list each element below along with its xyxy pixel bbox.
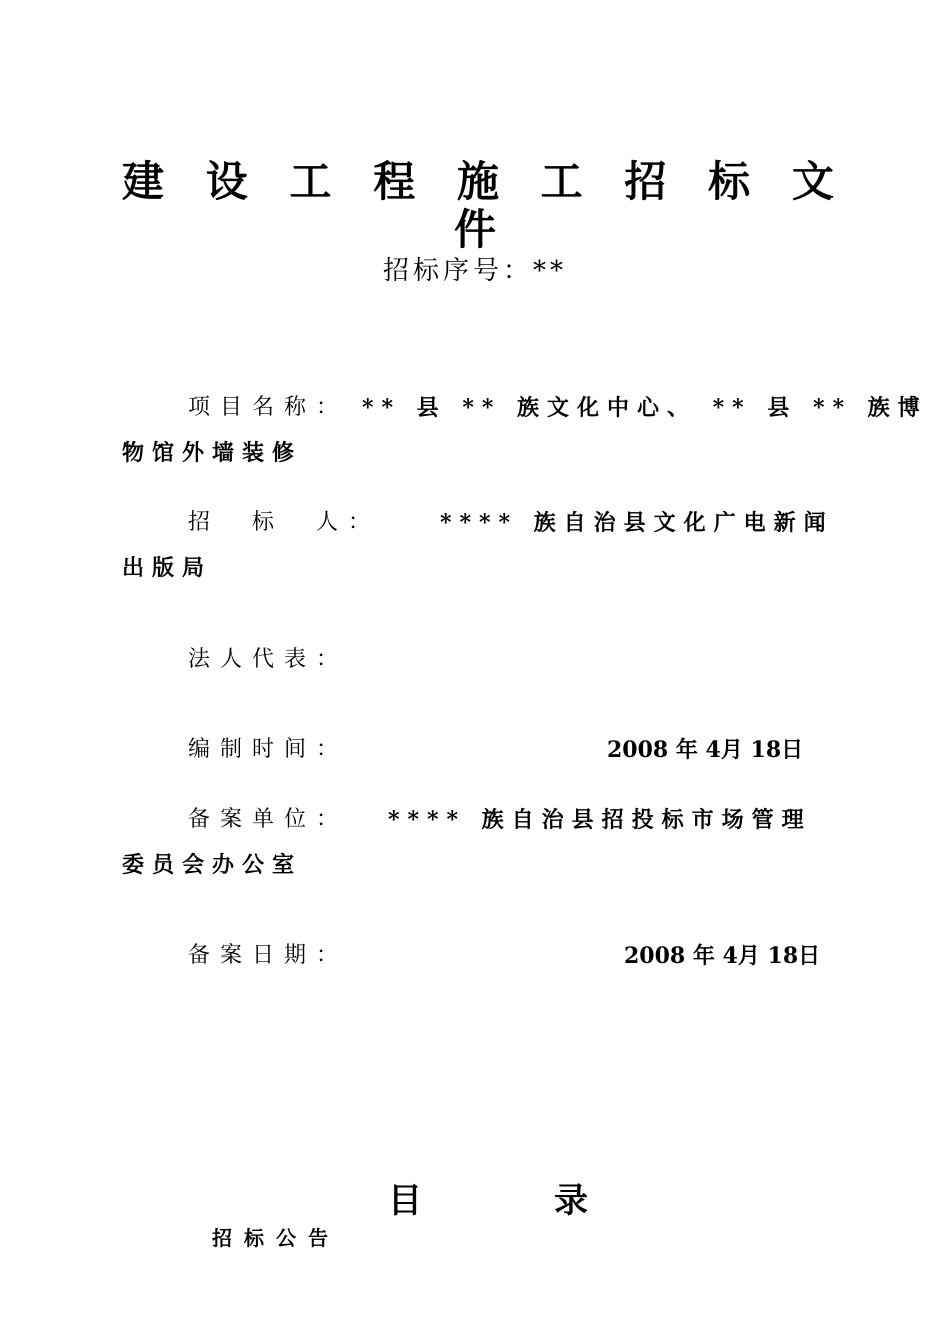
document-title-line-2 <box>0 206 950 254</box>
compile-date-value: 2008 年 4月 18日 <box>607 737 804 763</box>
toc-title-char: 录 <box>554 1181 588 1221</box>
record-unit-value-line-1: **** 族自治县招投标市场管理 <box>388 807 812 833</box>
title-char: 件 <box>453 205 496 254</box>
record-unit-value-line-2: 委员会办公室 <box>122 852 303 878</box>
title-char: 建 <box>122 157 165 206</box>
tenderer-value-line-1: **** 族自治县文化广电新闻 <box>440 510 834 536</box>
title-char: 工 <box>289 157 332 206</box>
record-date-label: 备案日期： <box>188 943 349 968</box>
title-char: 工 <box>540 157 583 206</box>
title-char: 文 <box>791 157 834 206</box>
title-char: 标 <box>708 157 751 206</box>
toc-item-tender-notice[interactable]: 招标公告 <box>212 1226 340 1250</box>
toc-title-char: 目 <box>388 1181 422 1221</box>
project-name-value-line-1: ** 县 ** 族文化中心、 ** 县 ** 族博 <box>362 395 928 421</box>
title-char: 程 <box>373 157 416 206</box>
title-char: 施 <box>456 157 499 206</box>
compile-date-label: 编制时间： <box>188 737 349 762</box>
title-char: 设 <box>205 157 248 206</box>
tender-serial-number: 招标序号：** <box>382 256 567 286</box>
tenderer-label: 招 标 人： <box>188 510 381 535</box>
project-name-value-line-2: 物馆外墙装修 <box>122 440 303 466</box>
project-name-label: 项目名称： <box>188 395 349 420</box>
toc-title <box>388 1180 588 1222</box>
record-unit-label: 备案单位： <box>188 807 349 832</box>
tenderer-value-line-2: 出版局 <box>122 555 213 581</box>
document-title-line-1 <box>122 158 834 206</box>
legal-representative-label: 法人代表： <box>188 647 349 672</box>
record-date-value: 2008 年 4月 18日 <box>624 943 821 969</box>
title-char: 招 <box>624 157 667 206</box>
